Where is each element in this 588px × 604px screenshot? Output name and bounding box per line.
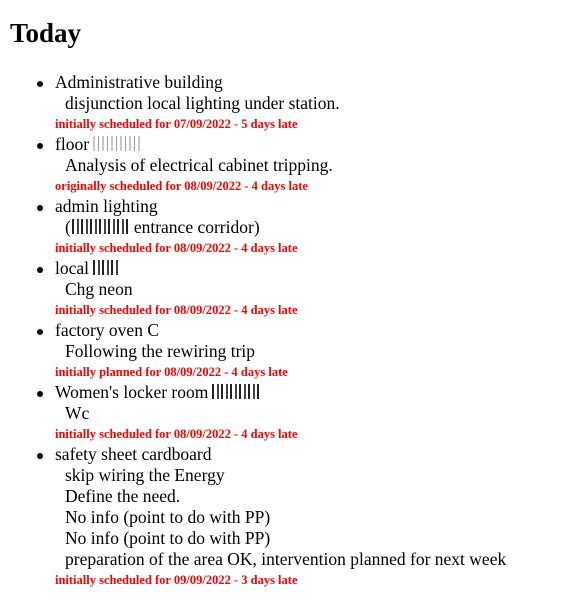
task-description: disjunction local lighting under station. (65, 93, 340, 113)
task-title-text: floor (55, 134, 90, 154)
late-status: initially scheduled for 08/09/2022 - 4 days late (55, 241, 298, 255)
task-title (55, 444, 588, 465)
task-title-text: safety sheet cardboard (55, 444, 212, 464)
late-status: initially scheduled for 09/09/2022 - 3 days late (55, 573, 298, 587)
task-description: Analysis of electrical cabinet tripping. (65, 155, 333, 175)
task-description: preparation of the area OK, intervention planned for next week (65, 549, 507, 569)
task-description: Following the rewiring trip (65, 341, 256, 361)
task-description: No info (point to do with PP) (65, 507, 271, 527)
late-status: initially scheduled for 07/09/2022 - 5 days late (55, 117, 298, 131)
late-status: initially planned for 08/09/2022 - 4 days late (55, 365, 288, 379)
late-status: initially scheduled for 08/09/2022 - 4 days late (55, 303, 298, 317)
task-title (55, 258, 588, 279)
task-description: No info (point to do with PP) (65, 528, 271, 548)
list-item (0, 444, 588, 590)
paren-prefix: ( (65, 217, 71, 237)
redaction-mark (93, 260, 119, 275)
task-title-text: Administrative building (55, 72, 223, 92)
task-list (0, 72, 588, 590)
list-item (0, 320, 588, 382)
task-title-text: local (55, 258, 90, 278)
late-status: initially scheduled for 08/09/2022 - 4 days late (55, 427, 298, 441)
list-item (0, 72, 588, 134)
task-title-text: Women's locker room (55, 382, 209, 402)
page-title: Today (10, 18, 82, 48)
task-description: Define the need. (65, 486, 181, 506)
task-description-text: entrance corridor) (133, 217, 260, 237)
task-title (55, 320, 588, 341)
task-title (55, 196, 588, 217)
task-title (55, 72, 588, 93)
redaction-mark (93, 136, 143, 151)
late-status: originally scheduled for 08/09/2022 - 4 days late (55, 179, 308, 193)
task-title (55, 134, 588, 155)
task-description: skip wiring the Energy (65, 465, 225, 485)
redaction-mark (72, 219, 130, 234)
list-item (0, 196, 588, 258)
list-item (0, 382, 588, 444)
list-item (0, 258, 588, 320)
task-title-text: admin lighting (55, 196, 158, 216)
redaction-mark (212, 384, 260, 399)
task-description: Chg neon (65, 279, 133, 299)
task-description: Wc (65, 403, 90, 423)
task-title (55, 382, 588, 403)
task-title-text: factory oven C (55, 320, 159, 340)
list-item (0, 134, 588, 196)
task-description (55, 217, 588, 238)
